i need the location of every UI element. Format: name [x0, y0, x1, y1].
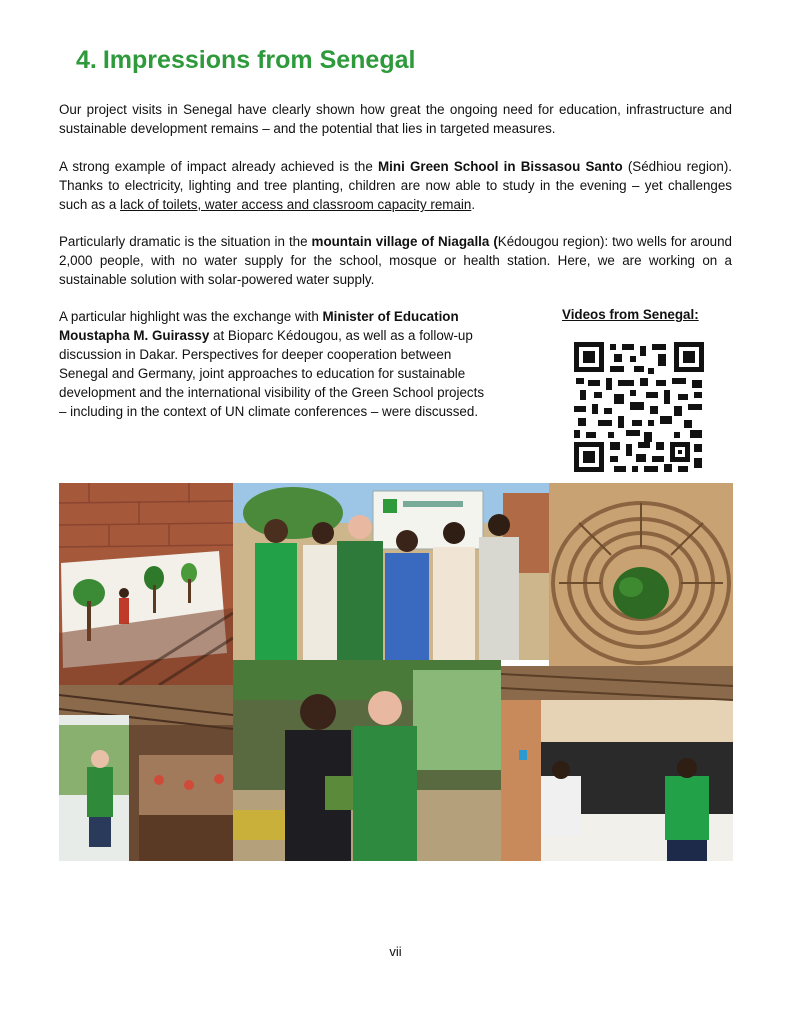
p4-minister-name: Minister of Education Moustapha M. Guirassy — [59, 309, 459, 343]
videos-label[interactable]: Videos from Senegal: — [562, 307, 699, 322]
p2-challenges: lack of toilets, water access and classroom capacity remain — [120, 197, 472, 212]
section-number: 4. — [76, 46, 97, 74]
page-number: vii — [389, 944, 402, 959]
p2-text-middle: (Sédhiou region). Thanks to electricity, lighting and tree planting, children are now able to study in the evening – yet challenges such as a — [59, 159, 732, 212]
mural-wall-photo — [59, 483, 233, 685]
minister-paragraph — [59, 307, 491, 421]
classroom-photo — [501, 666, 733, 861]
section-heading — [76, 46, 415, 75]
qr-code-icon[interactable] — [574, 342, 704, 472]
intro-paragraph: Our project visits in Senegal have clearly shown how great the ongoing need for education, infrastructure and sustainable development remains – and the potential that lies in targeted measures. — [59, 102, 732, 136]
p2-text-end: . — [471, 197, 476, 212]
bissasou-paragraph — [59, 157, 732, 214]
p3-village-name: mountain village of Niagalla ( — [311, 234, 498, 249]
p2-text-start: A strong example of impact already achieved is the — [59, 159, 379, 174]
p4-text-end: at Bioparc Kédougou, as well as a follow-up discussion in Dakar. Perspectives for deeper cooperation between Senegal and Germany, joint approaches to education for sustainable development and the international visibility of the Green School projects – including in the context of UN climate conferences – were discussed. — [59, 328, 485, 419]
p3-text-end: Kédougou region): two wells for around 2,000 people, with no water supply for the school, mosque or health station. Here, we are working on a sustainable solution with solar-powered water supply. — [59, 234, 732, 287]
man-under-shelter-photo — [59, 685, 233, 861]
group-handshake-photo — [233, 483, 549, 660]
section-title: Impressions from Senegal — [102, 46, 416, 74]
woven-basket-photo — [549, 483, 733, 666]
p4-text-start: A particular highlight was the exchange with — [59, 309, 323, 324]
minister-meeting-photo — [233, 660, 501, 861]
p2-school-name: Mini Green School in Bissasou Santo — [378, 159, 623, 174]
niagalla-paragraph — [59, 232, 732, 289]
p3-text-start: Particularly dramatic is the situation in the — [59, 234, 312, 249]
